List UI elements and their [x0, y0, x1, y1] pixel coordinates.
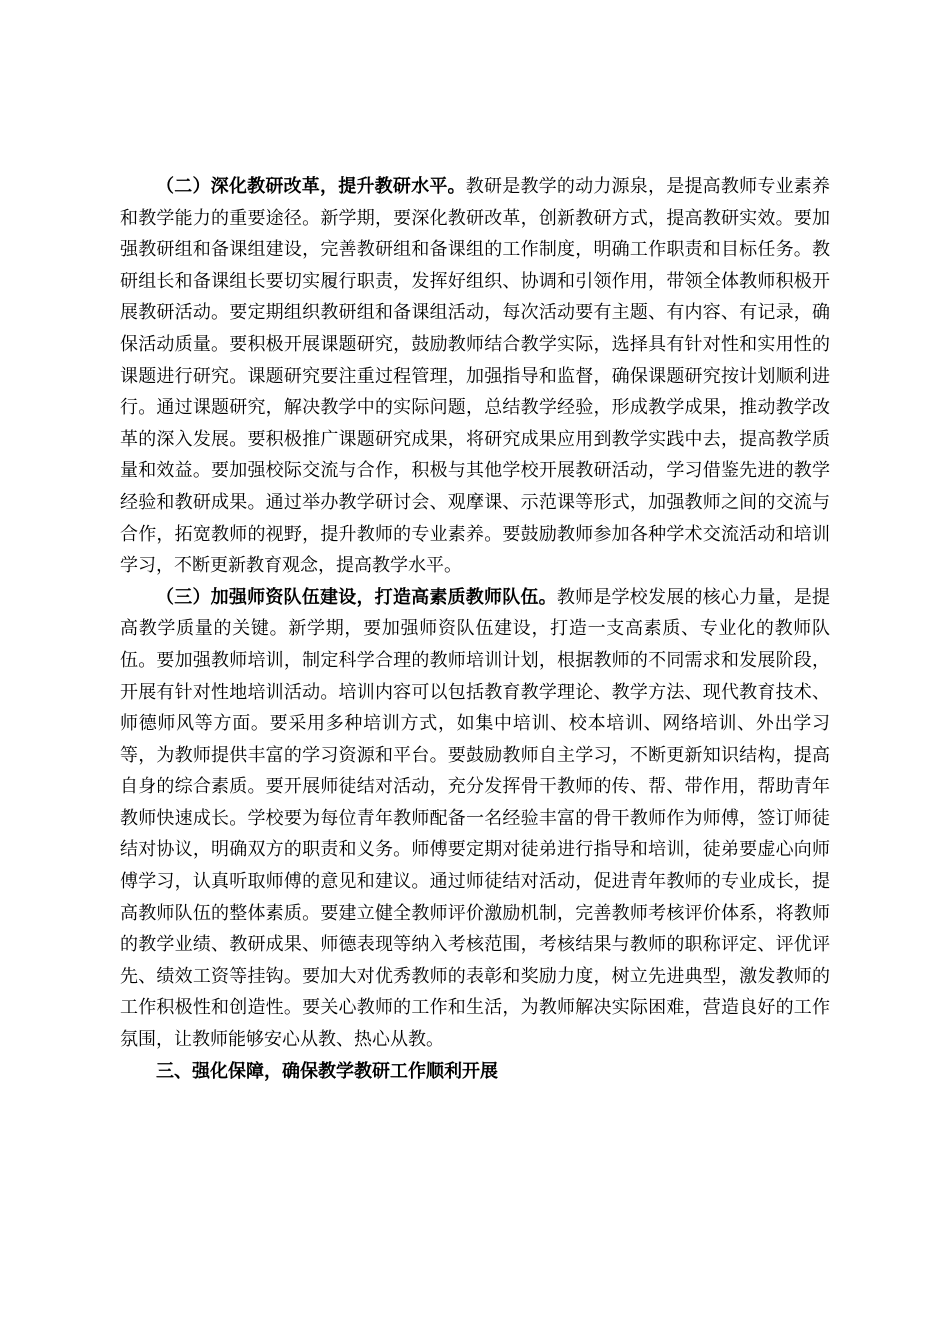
- paragraph-teacher-team-building: [120, 582, 830, 1056]
- section-heading: 三、强化保障，确保教学教研工作顺利开展: [156, 1060, 498, 1082]
- paragraph-teaching-research-reform: [120, 171, 830, 582]
- paragraph-text: 教研是教学的动力源泉，是提高教师专业素养和教学能力的重要途径。新学期，要深化教研改革，创新教研方式，提高教研实效。要加强教研组和备课组建设，完善教研组和备课组的工作制度，明确工作职责和目标任务。教研组长和备课组长要切实履行职责，发挥好组织、协调和引领作用，带领全体教师积极开展教研活动。要定期组织教研组和备课组活动，每次活动要有主题、有内容、有记录，确保活动质量。要积极开展课题研究，鼓励教师结合教学实际，选择具有针对性和实用性的课题进行研究。课题研究要注重过程管理，加强指导和监督，确保课题研究按计划顺利进行。通过课题研究，解决教学中的实际问题，总结教学经验，形成教学成果，推动教学改革的深入发展。要积极推广课题研究成果，将研究成果应用到教学实践中去，提高教学质量和效益。要加强校际交流与合作，积极与其他学校开展教研活动，学习借鉴先进的教学经验和教研成果。通过举办教学研讨会、观摩课、示范课等形式，加强教师之间的交流与合作，拓宽教师的视野，提升教师的专业素养。要鼓励教师参加各种学术交流活动和培训学习，不断更新教育观念，提高教学水平。: [120, 176, 831, 577]
- paragraph-lead-heading: （三）加强师资队伍建设，打造高素质教师队伍。: [156, 586, 557, 608]
- document-body: [120, 171, 830, 1087]
- paragraph-lead-heading: （二）深化教研改革，提升教研水平。: [156, 176, 466, 197]
- paragraph-text: 教师是学校发展的核心力量，是提高教学质量的关键。新学期，要加强师资队伍建设，打造一支高素质、专业化的教师队伍。要加强教师培训，制定科学合理的教师培训计划，根据教师的不同需求和发展阶段，开展有针对性地培训活动。培训内容可以包括教育教学理论、教学方法、现代教育技术、师德师风等方面。要采用多种培训方式，如集中培训、校本培训、网络培训、外出学习等，为教师提供丰富的学习资源和平台。要鼓励教师自主学习，不断更新知识结构，提高自身的综合素质。要开展师徒结对活动，充分发挥骨干教师的传、帮、带作用，帮助青年教师快速成长。学校要为每位青年教师配备一名经验丰富的骨干教师作为师傅，签订师徒结对协议，明确双方的职责和义务。师傅要定期对徒弟进行指导和培训，徒弟要虚心向师傅学习，认真听取师傅的意见和建议。通过师徒结对活动，促进青年教师的专业成长，提高教师队伍的整体素质。要建立健全教师评价激励机制，完善教师考核评价体系，将教师的教学业绩、教研成果、师德表现等纳入考核范围，考核结果与教师的职称评定、评优评先、绩效工资等挂钩。要加大对优秀教师的表彰和奖励力度，树立先进典型，激发教师的工作积极性和创造性。要关心教师的工作和生活，为教师解决实际困难，营造良好的工作氛围，让教师能够安心从教、热心从教。: [120, 586, 831, 1051]
